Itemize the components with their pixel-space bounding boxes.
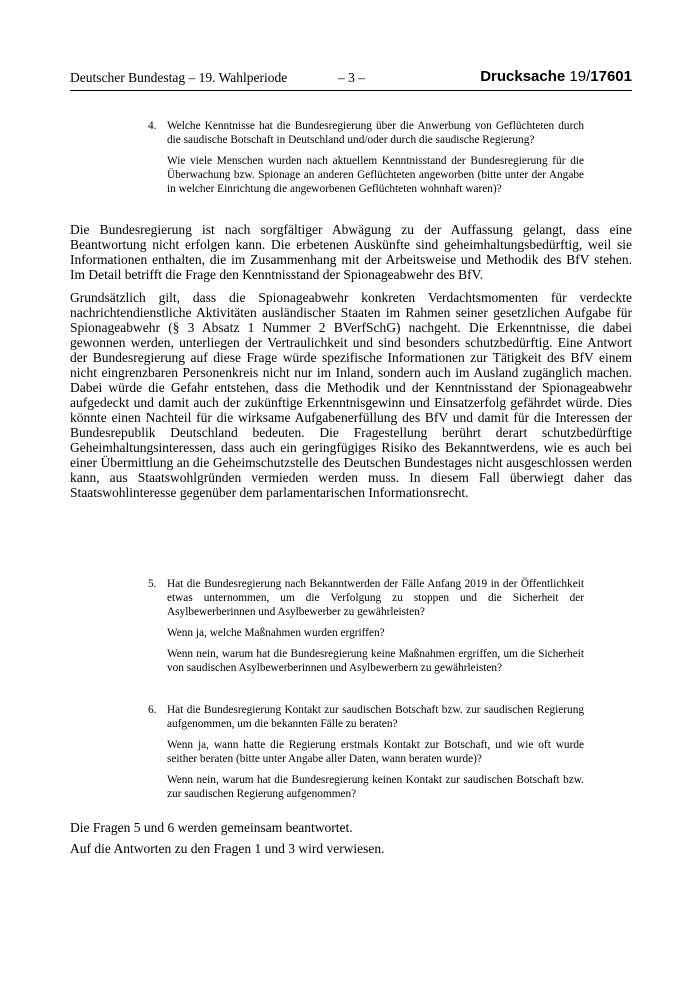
question-number: 6.: [148, 704, 157, 716]
answer-paragraph: Die Fragen 5 und 6 werden gemeinsam beantwortet.: [70, 820, 353, 835]
answer-paragraph: Auf die Antworten zu den Fragen 1 und 3 wird verwiesen.: [70, 841, 385, 856]
page-header: [70, 68, 632, 88]
doc-number: 17601: [590, 68, 632, 85]
question-number: 5.: [148, 578, 157, 590]
document-number: [480, 68, 632, 85]
question-subtext: Wenn ja, welche Maßnahmen wurden ergriffen?: [167, 627, 385, 639]
answer-5-6: [70, 820, 632, 864]
page-number: – 3 –: [338, 70, 365, 85]
question-text: Hat die Bundesregierung Kontakt zur saudischen Botschaft bzw. zur saudischen Regierung aufgenommen, um die bekannten Fälle zu beraten?: [167, 704, 584, 730]
answer-4: [70, 222, 632, 508]
answer-paragraph: Die Bundesregierung ist nach sorgfältiger Abwägung zu der Auffassung gelangt, dass eine Beantwortung nicht erfolgen kann. Die erbetenen Auskünfte sind geheimhaltungsbedürftig, weil sie Informationen enthalten, die im Zusammenhang mit der Arbeitsweise und Methodik des BfV stehen. Im Detail betrifft die Frage den Kenntnisstand der Spionageabwehr des BfV.: [70, 222, 632, 282]
question-number: 4.: [148, 120, 157, 132]
doc-label: Drucksache: [480, 68, 566, 85]
header-rule: [70, 90, 632, 91]
question-text: Hat die Bundesregierung nach Bekanntwerden der Fälle Anfang 2019 in der Öffentlichkeit etwas unternommen, um die Verfolgung zu stoppen und die Sicherheit der Asylbewerberinnen und Asylbewerber zu gewährleisten?: [167, 578, 584, 618]
answer-paragraph: Grundsätzlich gilt, dass die Spionageabwehr konkreten Verdachtsmomenten für verdeckte nachrichtendienstliche Aktivitäten ausländischer Staaten im Rahmen seiner gesetzlichen Aufgabe für Spionageabwehr (§ 3 Absatz 1 Nummer 2 BVerfSchG) nachgeht. Die Erkenntnisse, die dabei gewonnen werden, unterliegen der Vertraulichkeit und sind besonders schutzbedürftig. Eine Antwort der Bundesregierung auf diese Frage würde spezifische Informationen zur Tätigkeit des BfV einem nicht eingrenzbaren Personenkreis nicht nur im Inland, sondern auch im Ausland zugänglich machen. Dabei würde die Gefahr entstehen, dass die Methodik und der Kenntnisstand der Spionageabwehr aufgedeckt und damit auch der zukünftige Erkenntnisgewinn und Einsatzerfolg gefährdet würde. Dies könnte einen Nachteil für die wirksame Aufgabenerfüllung des BfV und damit für die Interessen der Bundesrepublik Deutschland bedeuten. Die Fragestellung berührt derart schutzbedürftige Geheimhaltungsinteressen, dass auch ein geringfügiges Risiko des Bekanntwerdens, wie es auch bei einer Übermittlung an die Geheimschutzstelle des Deutschen Bundestages nicht ausgeschlossen werden kann, aus Staatswohlgründen vermieden werden muss. In diesem Fall überwiegt daher das Staatswohlinteresse gegenüber dem parlamentarischen Informationsrecht.: [70, 290, 632, 500]
question-4: [120, 119, 584, 203]
question-subtext: Wenn ja, wann hatte die Regierung erstmals Kontakt zur Botschaft, und wie oft wurde seither beraten (bitte unter Angabe aller Daten, wann beraten wurde)?: [167, 739, 584, 765]
question-subtext: Wenn nein, warum hat die Bundesregierung keine Maßnahmen ergriffen, um die Sicherheit von saudischen Asylbewerberinnen und Asylbewerbern zu gewährleisten?: [167, 648, 584, 674]
question-5: [120, 577, 584, 682]
question-6: [120, 703, 584, 808]
question-text: Welche Kenntnisse hat die Bundesregierung über die Anwerbung von Geflüchteten durch die saudische Botschaft in Deutschland und/oder durch die saudische Regierung?: [167, 120, 584, 146]
question-subtext: Wie viele Menschen wurden nach aktuellem Kenntnisstand der Bundesregierung für die Überwachung bzw. Spionage an anderen Geflüchteten angeworben (bitte unter der Angabe in welcher Einrichtung die angeworbenen Geflüchteten wohnhaft waren)?: [167, 155, 584, 195]
doc-period: 19/: [569, 68, 591, 85]
question-subtext: Wenn nein, warum hat die Bundesregierung keinen Kontakt zur saudischen Botschaft bzw. zur saudischen Regierung aufgenommen?: [167, 774, 584, 800]
parliament-label: Deutscher Bundestag – 19. Wahlperiode: [70, 70, 288, 85]
